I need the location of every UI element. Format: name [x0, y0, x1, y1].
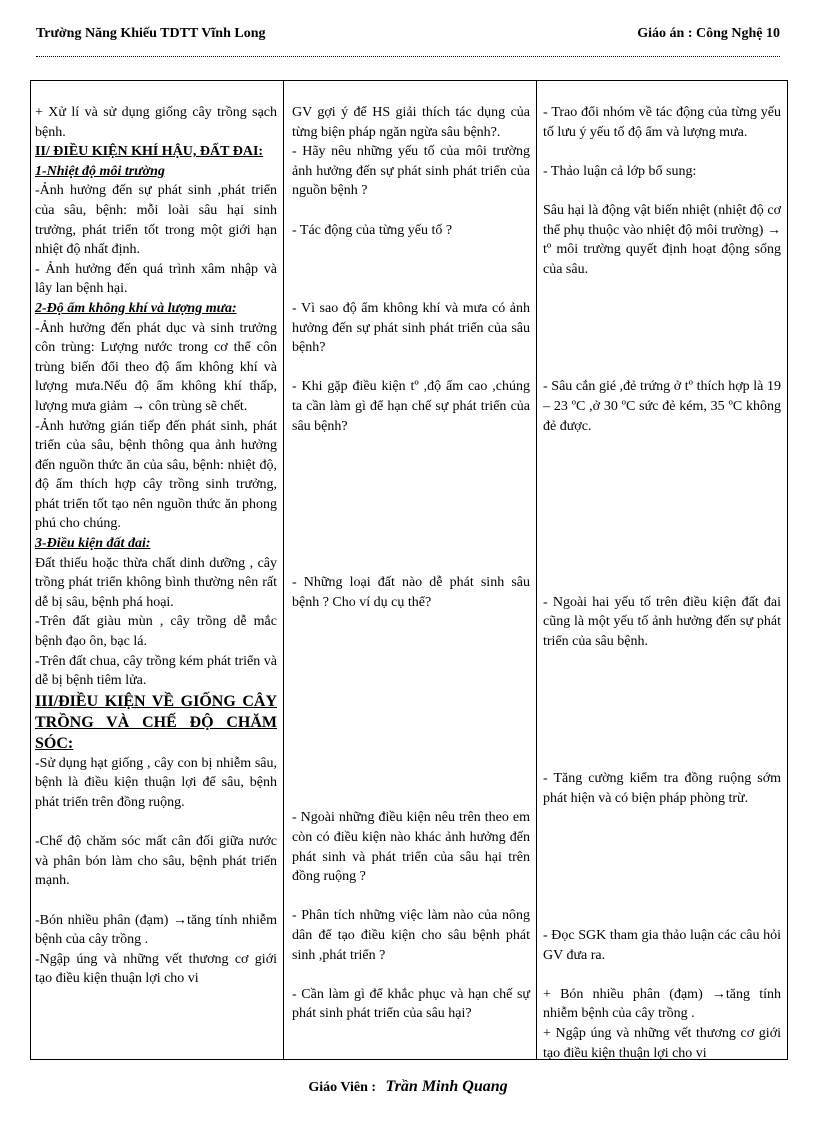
spacer	[543, 828, 781, 848]
footer	[0, 1078, 816, 1096]
spacer	[543, 495, 781, 515]
header-divider	[36, 46, 780, 57]
spacer	[543, 554, 781, 574]
spacer	[292, 730, 530, 750]
spacer	[543, 691, 781, 711]
spacer	[292, 260, 530, 280]
paragraph: 1-Nhiệt độ môi trường	[35, 163, 165, 179]
paragraph: - Khi gặp điều kiện tº ,độ ẩm cao ,chúng ta cần làm gì để hạn chế sự phát triển của sâu bệnh?	[292, 379, 530, 434]
spacer	[543, 358, 781, 378]
spacer	[543, 436, 781, 456]
paragraph: 3-Điều kiện đất đai:	[35, 536, 151, 552]
spacer	[543, 750, 781, 770]
paragraph: GV gợi ý để HS giải thích tác dụng của từng biện pháp ngăn ngừa sâu bệnh?.	[292, 105, 530, 140]
paragraph: -Ảnh hưởng gián tiếp đến phát sinh, phát triển của sâu, bệnh thông qua ảnh hưởng đến nguồn thức ăn của sâu, bệnh: nhiệt độ, độ ẩm thích hợp cây trồng sinh trưởng, phát triển tốt tạo nên nguồn thức ăn phong phú cho chúng.	[35, 418, 277, 532]
spacer	[292, 691, 530, 711]
paragraph: -Trên đất giàu mùn , cây trồng dễ mắc bệnh đạo ôn, bạc lá.	[35, 614, 277, 650]
spacer	[543, 142, 781, 162]
paragraph: II/ ĐIỀU KIỆN KHÍ HẬU, ĐẤT ĐAI:	[35, 144, 264, 160]
school-name: Trường Năng Khiếu TDTT Vĩnh Long	[36, 26, 266, 41]
spacer	[543, 456, 781, 476]
spacer	[543, 475, 781, 495]
spacer	[543, 710, 781, 730]
lesson-table	[30, 80, 788, 1060]
paragraph: -Chế độ chăm sóc mất cân đối giữa nước và phân bón làm cho sâu, bệnh phát triển mạnh.	[35, 834, 277, 889]
spacer	[292, 887, 530, 907]
paragraph: - Sâu cắn gié ,đẻ trứng ở tº thích hợp là 19 – 23 ºC ,ở 30 ºC sức đẻ kém, 35 ºC không đẻ được.	[543, 379, 781, 434]
spacer	[292, 612, 530, 632]
spacer	[292, 710, 530, 730]
spacer	[543, 319, 781, 339]
spacer	[543, 338, 781, 358]
spacer	[543, 808, 781, 828]
page-header	[36, 26, 780, 48]
paragraph: -Trên đất chua, cây trồng kém phát triển và dễ bị bệnh tiêm lửa.	[35, 653, 277, 689]
paragraph: Sâu hại là động vật biến nhiệt (nhiệt độ cơ thể phụ thuộc vào nhiệt độ môi trường) → tº môi trường quyết định hoạt động sống của sâu.	[543, 202, 781, 277]
paragraph: -Ngập úng và những vết thương cơ giới tạo điều kiện thuận lợi cho vi	[35, 951, 277, 987]
paragraph: + Ngập úng và những vết thương cơ giới tạo điều kiện thuận lợi cho vi	[543, 1025, 781, 1059]
spacer	[543, 299, 781, 319]
spacer	[543, 848, 781, 868]
spacer	[292, 554, 530, 574]
spacer	[543, 671, 781, 691]
spacer	[543, 573, 781, 593]
paragraph: - Vì sao độ ẩm không khí và mưa có ảnh hưởng đến sự phát sinh phát triển của sâu bệnh?	[292, 300, 530, 356]
paragraph: 2-Độ ẩm không khí và lượng mưa:	[35, 300, 237, 316]
spacer	[292, 534, 530, 554]
spacer	[543, 867, 781, 887]
spacer	[292, 240, 530, 260]
paragraph: - Thảo luận cả lớp bổ sung:	[543, 163, 697, 179]
spacer	[543, 652, 781, 672]
spacer	[292, 279, 530, 299]
teacher-label: Giáo Viên :	[308, 1080, 377, 1095]
spacer	[543, 534, 781, 554]
spacer	[292, 789, 530, 809]
paragraph: -Bón nhiều phân (đạm) →tăng tính nhiễm bệnh của cây trồng .	[35, 912, 277, 948]
spacer	[543, 906, 781, 926]
content-column	[31, 81, 283, 1059]
paragraph: - Ngoài hai yếu tố trên điều kiện đất đai cũng là một yếu tố ảnh hưởng đến sự phát triển của sâu bệnh.	[543, 594, 781, 650]
paragraph: + Xử lí và sử dụng giống cây trồng sạch bệnh.	[35, 105, 277, 140]
paragraph: -Ảnh hưởng đến phát dục và sinh trưởng côn trùng: Lượng nước trong cơ thể côn trùng biến đổi theo độ ẩm không khí và lượng mưa.Nếu độ ẩm không khí thấp, lượng mưa giảm → côn trùng sẽ chết.	[35, 320, 277, 414]
spacer	[292, 358, 530, 378]
subject-title: Giáo án : Công Nghệ 10	[637, 26, 780, 41]
spacer	[543, 181, 781, 201]
spacer	[292, 495, 530, 515]
spacer	[35, 891, 277, 911]
paragraph: - Những loại đất nào dễ phát sinh sâu bệnh ? Cho ví dụ cụ thể?	[292, 575, 530, 610]
paragraph: III/ĐIỀU KIỆN VỀ GIỐNG CÂY TRỒNG VÀ CHẾ ĐỘ CHĂM SÓC:	[35, 692, 277, 752]
spacer	[543, 887, 781, 907]
spacer	[292, 652, 530, 672]
spacer	[543, 965, 781, 985]
paragraph: - Ngoài những điều kiện nêu trên theo em còn có điều kiện nào khác ảnh hưởng đến phát sinh và phát triển của sâu hại trên đồng ruộng ?	[292, 810, 530, 885]
paragraph: - Tác động của từng yếu tố ?	[292, 222, 453, 238]
paragraph: - Hãy nêu những yếu tố của môi trường ảnh hưởng đến sự phát sinh phát triển của nguồn bệnh ?	[292, 144, 530, 199]
spacer	[292, 965, 530, 985]
paragraph: -Ảnh hưởng đến sự phát sinh ,phát triển của sâu, bệnh: mỗi loài sâu hại sinh trưởng, phát triển tốt trong một giới hạn nhiệt độ nhất định.	[35, 183, 277, 258]
spacer	[35, 813, 277, 833]
paragraph: -Sử dụng hạt giống , cây con bị nhiễm sâu, bệnh là điều kiện thuận lợi để sâu, bệnh phát triển trên đồng ruộng.	[35, 755, 277, 810]
teacher-signature: Trần Minh Quang	[385, 1078, 508, 1095]
spacer	[543, 514, 781, 534]
teacher-activity-column	[283, 81, 537, 1059]
paragraph: - Cần làm gì để khắc phục và hạn chế sự phát sinh phát triển của sâu hại?	[292, 986, 530, 1022]
spacer	[292, 436, 530, 456]
spacer	[292, 475, 530, 495]
paragraph: - Phân tích những việc làm nào của nông dân để tạo điều kiện cho sâu bệnh phát sinh ,phát triển ?	[292, 908, 530, 963]
spacer	[292, 632, 530, 652]
spacer	[292, 514, 530, 534]
paragraph: - Ảnh hưởng đến quá trình xâm nhập và lây lan bệnh hại.	[35, 261, 277, 297]
spacer	[543, 279, 781, 299]
paragraph: - Trao đổi nhóm về tác động của từng yếu tố lưu ý yếu tố độ ẩm và lượng mưa.	[543, 105, 781, 140]
spacer	[292, 201, 530, 221]
spacer	[543, 730, 781, 750]
paragraph: Đất thiếu hoặc thừa chất dinh dưỡng , cây trồng phát triển không bình thường nên rất dễ bị sâu, bệnh phá hoại.	[35, 555, 277, 610]
paragraph: - Tăng cường kiểm tra đồng ruộng sớm phát hiện và có biện pháp phòng trừ.	[543, 771, 781, 806]
paragraph: + Bón nhiều phân (đạm) →tăng tính nhiễm bệnh của cây trồng .	[543, 986, 781, 1022]
spacer	[292, 671, 530, 691]
paragraph: - Đọc SGK tham gia thảo luận các câu hỏi GV đưa ra.	[543, 927, 781, 963]
student-activity-column	[537, 81, 789, 1059]
spacer	[292, 456, 530, 476]
spacer	[292, 769, 530, 789]
spacer	[292, 750, 530, 770]
